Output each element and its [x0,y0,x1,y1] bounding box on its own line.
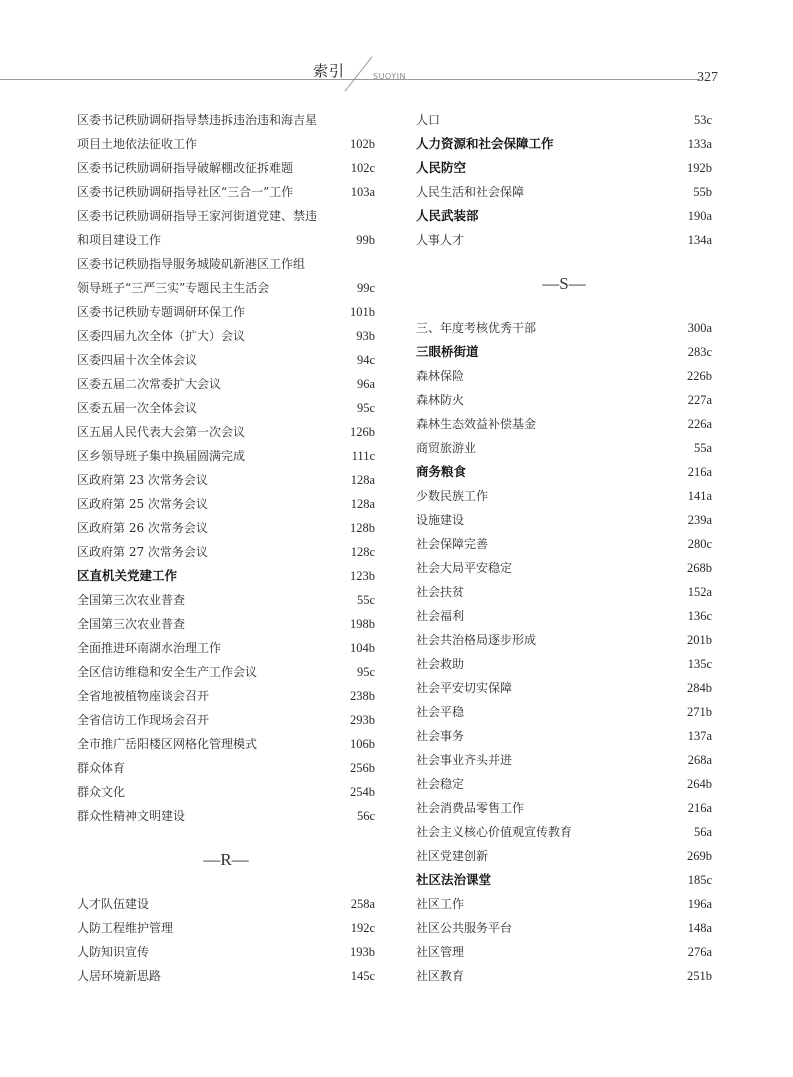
index-entry [77,156,375,180]
index-entry [416,628,712,652]
index-entry-page: 128c [350,545,375,559]
index-entry-title: 人民生活和社会保障 [416,185,525,199]
index-entry-page: 55a [693,441,712,455]
index-entry-title: 全区信访维稳和安全生产工作会议 [77,665,258,679]
index-entry [416,532,712,556]
index-entry-page: 251b [687,969,712,983]
index-entry-title: 设施建设 [416,513,465,527]
index-entry-title: 区委四届十次全体会议 [77,353,198,367]
index-entry-page: 133a [687,137,712,151]
index-entry-title: 全国第三次农业普查 [77,617,186,631]
index-entry [77,564,375,588]
index-entry-title: 人口 [416,113,441,127]
index-entry-page: 269b [687,849,712,863]
index-list-left [77,108,375,828]
index-entry-title: 群众性精神文明建设 [77,809,186,823]
index-entry-title: 区委书记秩励调研指导禁违拆违治违和海吉星 [77,113,318,127]
index-entry-page: 148a [687,921,712,935]
index-entry-title: 社区管理 [416,945,465,959]
index-entry-title: 全省地被植物座谈会召开 [77,689,210,703]
index-entry [77,444,375,468]
index-entry-title: 社会救助 [416,657,465,671]
index-entry-page: 101b [350,305,375,319]
index-entry-title: 区政府第 23 次常务会议 [77,473,208,487]
index-entry [416,940,712,964]
index-entry-title: 区直机关党建工作 [77,568,178,583]
index-entry [416,820,712,844]
index-entry [416,844,712,868]
index-entry [416,556,712,580]
index-entry-title: 商务粮食 [416,464,467,479]
index-entry-page: 238b [350,689,375,703]
index-entry-title: 区五届人民代表大会第一次会议 [77,425,246,439]
index-entry-title: 社区教育 [416,969,465,983]
index-entry-page: 136c [687,609,712,623]
index-entry-title: 全市推广岳阳楼区网格化管理模式 [77,737,258,751]
index-entry-title: 社会平稳 [416,705,465,719]
index-entry-title: 商贸旅游业 [416,441,477,455]
index-entry-title: 森林防火 [416,393,465,407]
index-entry-page: 198b [350,617,375,631]
index-entry [77,684,375,708]
index-entry-page: 185c [687,873,712,887]
index-list-s [416,316,712,988]
index-entry-page: 56a [693,825,712,839]
index-entry [416,388,712,412]
index-entry [77,468,375,492]
index-entry-title: 社区法治课堂 [416,872,492,887]
index-entry-title: 少数民族工作 [416,489,489,503]
index-entry-title: 区委书记秩励调研指导王家河街道党建、禁违 [77,209,318,223]
index-entry-page: 128a [350,473,375,487]
section-letter-s: —S— [542,274,586,293]
index-entry-page: 99b [356,233,375,247]
index-entry-title: 社会事业齐头并进 [416,753,513,767]
index-entry-title: 人才队伍建设 [77,897,150,911]
index-entry [77,916,375,940]
index-entry-title: 社会主义核心价值观宣传教育 [416,825,573,839]
index-entry [77,228,375,252]
index-entry-title: 社区工作 [416,897,465,911]
index-entry-page: 96a [356,377,375,391]
index-entry [416,796,712,820]
index-entry [416,484,712,508]
index-entry-title: 人事人才 [416,233,465,247]
index-entry-page: 226a [687,417,712,431]
index-entry-page: 280c [687,537,712,551]
index-entry-title: 区委五届一次全体会议 [77,401,198,415]
index-column-left [77,108,375,988]
index-entry [416,316,712,340]
page-title: 索引 [313,62,346,80]
index-entry-title: 全面推进环南湖水治理工作 [77,641,222,655]
index-entry-page: 102c [350,161,375,175]
index-entry-title: 全省信访工作现场会召开 [77,713,210,727]
index-entry-page: 128b [350,521,375,535]
index-entry-page: 216a [687,465,712,479]
index-entry [416,108,712,132]
index-entry [416,180,712,204]
index-entry-title: 社会消费品零售工作 [416,801,525,815]
index-entry-title: 区委书记秩励指导服务城陵矶新港区工作组 [77,257,306,271]
index-entry [77,540,375,564]
index-entry [77,708,375,732]
index-list-r [77,892,375,988]
index-entry [416,204,712,228]
index-entry [77,636,375,660]
index-entry-page: 141a [687,489,712,503]
index-list-right-top [416,108,712,252]
index-entry-page: 258a [350,897,375,911]
index-entry-title: 领导班子“三严三实”专题民主生活会 [77,281,270,295]
index-entry [77,348,375,372]
index-entry [77,396,375,420]
index-entry-page: 56c [356,809,375,823]
index-entry-title: 社会大局平安稳定 [416,561,513,575]
index-entry-title: 社区公共服务平台 [416,921,513,935]
index-entry [77,756,375,780]
index-entry [416,580,712,604]
index-entry [77,804,375,828]
index-entry-page: 94c [356,353,375,367]
index-entry [416,460,712,484]
index-entry-title: 人防知识宣传 [77,945,150,959]
index-entry-page: 227a [687,393,712,407]
index-entry [416,228,712,252]
index-entry-page: 126b [350,425,375,439]
index-entry-page: 102b [350,137,375,151]
index-entry-title: 全国第三次农业普查 [77,593,186,607]
index-entry-title: 社会扶贫 [416,585,465,599]
index-entry-page: 283c [687,345,712,359]
index-entry [416,748,712,772]
index-entry [416,604,712,628]
index-entry-page: 103a [350,185,375,199]
index-entry-page: 99c [356,281,375,295]
index-entry [77,612,375,636]
index-entry-page: 135c [687,657,712,671]
index-entry-page: 196a [687,897,712,911]
index-entry-page: 284b [687,681,712,695]
index-entry-title: 群众文化 [77,785,126,799]
index-entry [77,204,375,228]
index-entry-page: 268b [687,561,712,575]
index-entry [77,892,375,916]
index-entry-page: 104b [350,641,375,655]
index-entry-page: 264b [687,777,712,791]
index-entry [416,700,712,724]
index-entry-page: 93b [356,329,375,343]
index-entry-title: 项目土地依法征收工作 [77,137,198,151]
index-entry [77,252,375,276]
header-rule [0,79,700,80]
index-entry [416,508,712,532]
index-entry-page: 152a [687,585,712,599]
index-entry [77,780,375,804]
index-entry-page: 55c [356,593,375,607]
index-entry [416,412,712,436]
index-entry-title: 区委书记秩励专题调研环保工作 [77,305,246,319]
index-entry-page: 201b [687,633,712,647]
index-entry-title: 人居环境新思路 [77,969,162,983]
index-entry-title: 和项目建设工作 [77,233,162,247]
index-entry-title: 区委四届九次全体（扩大）会议 [77,329,246,343]
index-entry [416,868,712,892]
index-entry [416,964,712,988]
index-entry [77,420,375,444]
index-entry-title: 社会事务 [416,729,465,743]
index-entry-page: 192b [687,161,712,175]
index-entry [416,652,712,676]
index-entry-page: 216a [687,801,712,815]
index-entry-page: 226b [687,369,712,383]
index-entry [416,364,712,388]
index-entry-title: 社会共治格局逐步形成 [416,633,537,647]
index-entry [77,324,375,348]
index-entry-title: 区乡领导班子集中换届圆满完成 [77,449,246,463]
index-entry [77,276,375,300]
index-entry-title: 森林生态效益补偿基金 [416,417,537,431]
index-entry-page: 256b [350,761,375,775]
index-entry-title: 群众体育 [77,761,126,775]
index-entry-title: 区政府第 27 次常务会议 [77,545,208,559]
index-entry-page: 106b [350,737,375,751]
index-entry-title: 三眼桥街道 [416,344,479,359]
index-entry-page: 268a [687,753,712,767]
page-number: 327 [697,70,718,85]
page-subtitle: SUOYIN [373,72,407,81]
index-entry-title: 人力资源和社会保障工作 [416,136,554,151]
index-entry-title: 区政府第 26 次常务会议 [77,521,208,535]
index-entry [77,372,375,396]
index-entry [77,132,375,156]
index-entry-page: 192c [350,921,375,935]
index-entry [416,340,712,364]
index-entry [77,492,375,516]
index-entry-page: 53c [693,113,712,127]
index-entry-page: 271b [687,705,712,719]
header-slash-divider [345,56,373,91]
index-entry [416,676,712,700]
index-entry [416,892,712,916]
index-entry-title: 区委书记秩励调研指导社区“三合一”工作 [77,185,294,199]
index-column-right [416,108,712,988]
index-entry [416,132,712,156]
index-entry [77,964,375,988]
index-entry-title: 区委书记秩励调研指导破解棚改征拆难题 [77,161,294,175]
index-entry-title: 三、年度考核优秀干部 [416,321,537,335]
index-entry [416,156,712,180]
index-entry [77,940,375,964]
section-letter-r: —R— [203,850,249,869]
index-entry-page: 134a [687,233,712,247]
index-entry [77,516,375,540]
index-entry-page: 300a [687,321,712,335]
index-entry-page: 293b [350,713,375,727]
index-entry-title: 人民武装部 [416,208,479,223]
index-entry [77,588,375,612]
index-entry-page: 190a [687,209,712,223]
index-entry-title: 社区党建创新 [416,849,489,863]
index-entry [77,732,375,756]
index-entry [77,660,375,684]
index-entry-title: 社会稳定 [416,777,465,791]
index-entry-page: 254b [350,785,375,799]
index-entry-page: 123b [350,569,375,583]
index-entry-page: 137a [687,729,712,743]
index-entry-page: 111c [351,449,375,463]
index-entry [416,916,712,940]
index-entry [77,300,375,324]
index-entry-title: 人民防空 [416,160,467,175]
index-entry-page: 193b [350,945,375,959]
index-entry [77,108,375,132]
index-entry-title: 社会平安切实保障 [416,681,513,695]
index-entry-page: 145c [350,969,375,983]
index-entry-title: 区政府第 25 次常务会议 [77,497,208,511]
index-entry-title: 区委五届二次常委扩大会议 [77,377,222,391]
index-entry-title: 社会保障完善 [416,537,489,551]
index-entry [416,772,712,796]
index-entry-page: 239a [687,513,712,527]
index-entry-page: 276a [687,945,712,959]
index-entry-page: 95c [356,665,375,679]
index-entry [416,724,712,748]
index-entry-title: 森林保险 [416,369,465,383]
index-entry [77,180,375,204]
index-entry [416,436,712,460]
index-entry-title: 人防工程维护管理 [77,921,174,935]
index-entry-page: 95c [356,401,375,415]
index-entry-page: 55b [693,185,712,199]
index-entry-page: 128a [350,497,375,511]
index-entry-title: 社会福利 [416,609,465,623]
